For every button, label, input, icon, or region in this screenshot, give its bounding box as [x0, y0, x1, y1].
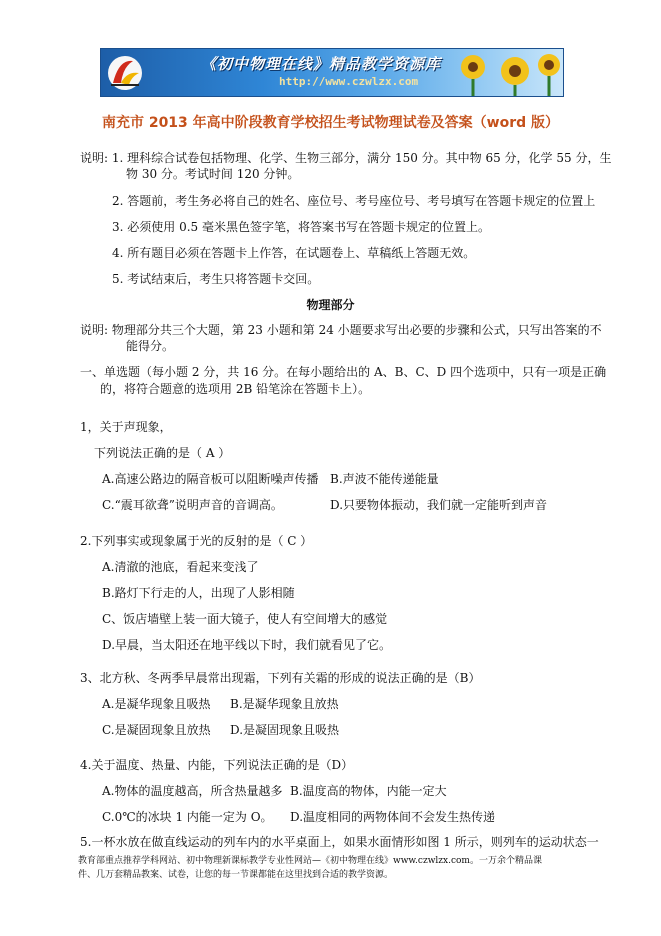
instruction-4: 4. 所有题目必须在答题卡上作答，在试题卷上、草稿纸上答题无效。 — [112, 246, 476, 260]
q4-option-c: C.0℃的冰块 1 内能一定为 O。 — [102, 810, 273, 824]
q4-option-a: A.物体的温度越高，所含热量越多 — [102, 784, 283, 798]
q1-option-b: B.声波不能传递能量 — [330, 472, 439, 486]
physics-section-title: 物理部分 — [306, 298, 355, 312]
section-1-heading-a: 一、单选题（每小题 2 分，共 16 分。在每小题给出的 A、B、C、D 四个选项中，只有一项是正确 — [80, 365, 607, 379]
q1-option-d: D.只要物体振动，我们就一定能听到声音 — [330, 498, 548, 512]
footer-line-1: 教育部重点推荐学科网站、初中物理新课标教学专业性网站—《初中物理在线》www.czwlzx.com。一万余个精品课 — [78, 856, 542, 866]
q2-option-c: C、饭店墙壁上装一面大镜子，使人有空间增大的感觉 — [102, 612, 388, 626]
physics-note-b: 能得分。 — [126, 339, 175, 353]
q4-option-b: B.温度高的物体，内能一定大 — [290, 784, 447, 798]
sunflower-icon — [443, 49, 563, 96]
physics-note-a: 说明: 物理部分共三个大题，第 23 小题和第 24 小题要求写出必要的步骤和公式，只写出答案的不 — [80, 323, 602, 337]
question-5: 5.一杯水放在做直线运动的列车内的水平桌面上，如果水面情形如图 1 所示，则列车的运动状态一 — [80, 835, 599, 849]
document-title: 南充市 2013 年高中阶段教育学校招生考试物理试卷及答案（word 版） — [101, 115, 560, 131]
site-logo-icon — [105, 53, 145, 92]
question-4: 4.关于温度、热量、内能，下列说法正确的是（D） — [80, 758, 354, 772]
q3-option-b: B.是凝华现象且放热 — [230, 697, 339, 711]
question-2: 2.下列事实或现象属于光的反射的是（ C ） — [80, 534, 313, 548]
q1-option-a: A.高速公路边的隔音板可以阻断噪声传播 — [102, 472, 319, 486]
banner-url[interactable]: http://www.czwlzx.com — [279, 75, 419, 88]
question-1-stem: 下列说法正确的是（ A ） — [94, 446, 231, 460]
q2-option-d: D.早晨，当太阳还在地平线以下时，我们就看见了它。 — [102, 638, 392, 652]
site-banner — [100, 48, 564, 97]
q2-option-b: B.路灯下行走的人，出现了人影相随 — [102, 586, 295, 600]
q4-option-d: D.温度相同的两物体间不会发生热传递 — [290, 810, 496, 824]
question-3: 3、北方秋、冬两季早晨常出现霜，下列有关霜的形成的说法正确的是（B） — [80, 671, 481, 685]
section-1-heading-b: 的，将符合题意的选项用 2B 铅笔涂在答题卡上）。 — [100, 382, 371, 396]
q3-option-d: D.是凝固现象且吸热 — [230, 723, 340, 737]
footer-line-2: 件、几万套精品教案、试卷，让您的每一节课都能在这里找到合适的教学资源。 — [78, 870, 394, 880]
banner-title: 《初中物理在线》精品教学资源库 — [201, 55, 442, 73]
q2-option-a: A.清澈的池底，看起来变浅了 — [102, 560, 259, 574]
instruction-2: 2. 答题前，考生务必将自己的姓名、座位号、考号座位号、考号填写在答题卡规定的位置上 — [112, 194, 596, 208]
instruction-3: 3. 必须使用 0.5 毫米黑色签字笔，将答案书写在答题卡规定的位置上。 — [112, 220, 490, 234]
q3-option-c: C.是凝固现象且放热 — [102, 723, 211, 737]
q3-option-a: A.是凝华现象且吸热 — [102, 697, 211, 711]
q1-option-c: C.“震耳欲聋”说明声音的音调高。 — [102, 498, 283, 512]
instruction-5: 5. 考试结束后，考生只将答题卡交回。 — [112, 272, 320, 286]
question-1: 1，关于声现象， — [80, 420, 172, 434]
instruction-1b: 物 30 分。考试时间 120 分钟。 — [126, 167, 300, 181]
instruction-1a: 说明: 1. 理科综合试卷包括物理、化学、生物三部分，满分 150 分。其中物 65 分，化学 55 分，生 — [80, 151, 612, 165]
